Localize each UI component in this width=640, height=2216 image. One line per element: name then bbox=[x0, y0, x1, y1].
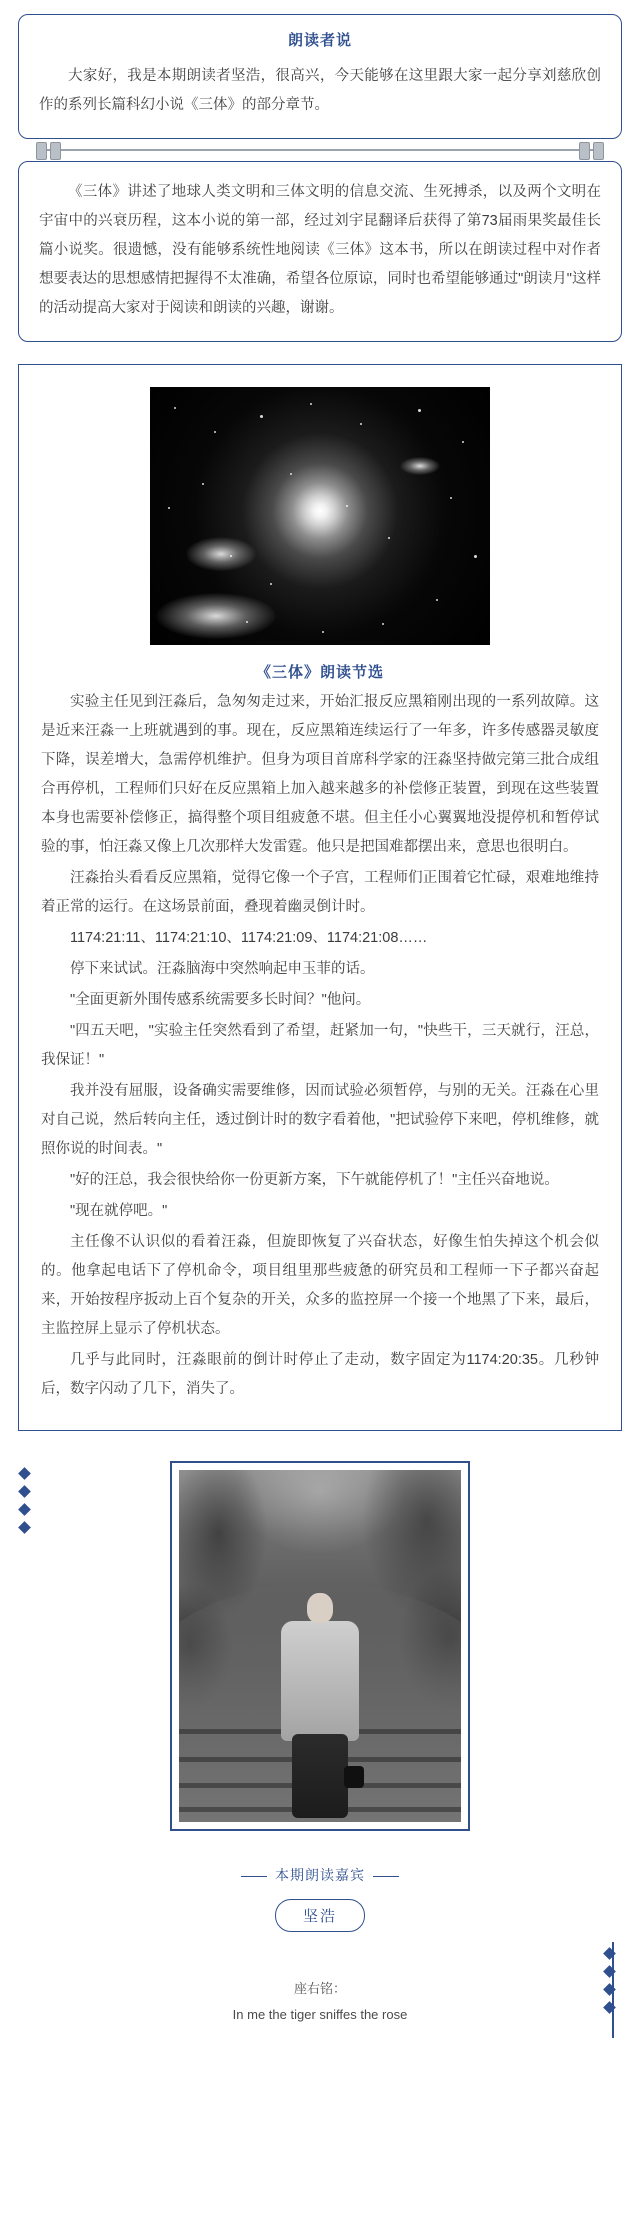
connector-knob-left-inner bbox=[50, 142, 61, 160]
excerpt-paragraph: "四五天吧，"实验主任突然看到了希望，赶紧加一句，"快些干，三天就行，汪总，我保证！" bbox=[41, 1023, 599, 1068]
photo-person-head bbox=[307, 1593, 333, 1623]
star bbox=[436, 599, 438, 601]
dash-right bbox=[373, 1876, 399, 1877]
excerpt-paragraph: 我并没有屈服，设备确实需要维修，因而试验必须暂停，与别的无关。汪淼在心里对自己说，然后转向主任，透过倒计时的数字看着他，"把试验停下来吧，停机维修，就照你说的时间表。" bbox=[41, 1083, 599, 1157]
star bbox=[290, 473, 292, 475]
star bbox=[174, 407, 176, 409]
connector-line bbox=[44, 149, 596, 151]
galaxy-sub-3 bbox=[400, 457, 440, 475]
guest-label-row bbox=[0, 1865, 640, 1885]
galaxy-sub-1 bbox=[156, 593, 276, 639]
guest-section bbox=[0, 1461, 640, 2038]
star bbox=[322, 631, 324, 633]
card-connector bbox=[18, 139, 622, 161]
photo-person-bag bbox=[344, 1766, 364, 1788]
star bbox=[382, 623, 384, 625]
motto-block bbox=[0, 1976, 640, 2028]
reader-intro-card bbox=[18, 14, 622, 139]
galaxy-image bbox=[150, 387, 490, 645]
diamond-icon bbox=[18, 1467, 31, 1480]
star bbox=[246, 621, 248, 623]
star bbox=[346, 505, 348, 507]
excerpt-section bbox=[18, 364, 622, 1431]
connector-knob-left-outer bbox=[36, 142, 47, 160]
star bbox=[310, 403, 312, 405]
document-page bbox=[0, 14, 640, 2216]
excerpt-paragraph: 1174:21:11、1174:21:10、1174:21:09、1174:21:08…… bbox=[70, 930, 428, 946]
excerpt-paragraph: 停下来试试。汪淼脑海中突然响起申玉菲的话。 bbox=[70, 961, 375, 977]
photo-person-body bbox=[281, 1621, 359, 1741]
guest-photo bbox=[179, 1470, 461, 1822]
star bbox=[202, 483, 204, 485]
star bbox=[260, 415, 263, 418]
star bbox=[474, 555, 477, 558]
reader-intro-section bbox=[18, 14, 622, 139]
star bbox=[214, 431, 216, 433]
excerpt-paragraph: "全面更新外围传感系统需要多长时间？"他问。 bbox=[70, 992, 371, 1008]
photo-person-legs bbox=[292, 1734, 348, 1818]
diamond-icon bbox=[18, 1503, 31, 1516]
excerpt-body bbox=[41, 688, 599, 1404]
star bbox=[168, 507, 170, 509]
star bbox=[450, 497, 452, 499]
galaxy-sub-2 bbox=[186, 537, 256, 571]
star bbox=[418, 409, 421, 412]
excerpt-paragraph: 主任像不认识似的看着汪淼，但旋即恢复了兴奋状态，好像生怕失掉这个机会似的。他拿起电话下了停机命令，项目组里那些疲惫的研究员和工程师一下子都兴奋起来，开始按程序扳动上百个复杂的开关，众多的监控屏一个接一个地黑了下来，最后，主监控屏上显示了停机状态。 bbox=[41, 1234, 599, 1337]
excerpt-paragraph: 汪淼抬头看看反应黑箱，觉得它像一个子宫，工程师们正围着它忙碌，艰难地维持着正常的运行。在这场景前面，叠现着幽灵倒计时。 bbox=[41, 870, 599, 915]
guest-name-badge: 坚浩 bbox=[275, 1899, 365, 1932]
star bbox=[360, 423, 362, 425]
decor-right-rule bbox=[612, 1942, 614, 2038]
diamond-icon bbox=[18, 1485, 31, 1498]
star bbox=[270, 583, 272, 585]
excerpt-paragraph: 实验主任见到汪淼后，急匆匆走过来，开始汇报反应黑箱刚出现的一系列故障。这是近来汪淼一上班就遇到的事。现在，反应黑箱连续运行了一年多，许多传感器灵敏度下降，误差增大，急需停机维护。但身为项目首席科学家的汪淼坚持做完第三批合成组合再停机，工程师们只好在反应黑箱上加入越来越多的补偿修正装置，到现在这些装置本身也需要补偿修正，搞得整个项目组疲惫不堪。但主任小心翼翼地没提停机和暂停试验的事，怕汪淼又像上几次那样大发雷霆。他只是把国难都摆出来，意思也很明白。 bbox=[41, 694, 599, 855]
book-summary-text: 《三体》讲述了地球人类文明和三体文明的信息交流、生死搏杀，以及两个文明在宇宙中的兴衰历程，这本小说的第一部，经过刘宇昆翻译后获得了第73届雨果奖最佳长篇小说奖。很遗憾，没有能够系统性地阅读《三体》这本书，所以在朗读过程中对作者想要表达的思想感情把握得不太准确，希望各位原谅，同时也希望能够通过"朗读月"这样的活动提高大家对于阅读和朗读的兴趣，谢谢。 bbox=[39, 184, 601, 316]
star bbox=[230, 555, 232, 557]
decor-diamonds-left bbox=[20, 1469, 29, 1532]
guest-photo-frame bbox=[170, 1461, 470, 1831]
motto-text: In me the tiger sniffes the rose bbox=[232, 2007, 408, 2022]
connector-knob-right-outer bbox=[593, 142, 604, 160]
guest-label: 本期朗读嘉宾 bbox=[275, 1867, 365, 1883]
motto-label: 座右铭： bbox=[293, 1981, 346, 1996]
reader-intro-paragraph-1: 大家好，我是本期朗读者坚浩，很高兴，今天能够在这里跟大家一起分享刘慈欣创作的系列长篇科幻小说《三体》的部分章节。 bbox=[39, 68, 601, 113]
dash-left bbox=[241, 1876, 267, 1877]
connector-knob-right-inner bbox=[579, 142, 590, 160]
diamond-icon bbox=[18, 1521, 31, 1534]
excerpt-title: 《三体》朗读节选 bbox=[255, 664, 384, 681]
excerpt-paragraph: "现在就停吧。" bbox=[70, 1203, 168, 1219]
star bbox=[388, 537, 390, 539]
reader-intro-title: 朗读者说 bbox=[287, 32, 352, 49]
excerpt-paragraph: 几乎与此同时，汪淼眼前的倒计时停止了走动，数字固定为1174:20:35。几秒钟后，数字闪动了几下，消失了。 bbox=[41, 1352, 599, 1397]
star bbox=[462, 441, 464, 443]
book-summary-card bbox=[18, 161, 622, 342]
excerpt-paragraph: "好的汪总，我会很快给你一份更新方案，下午就能停机了！"主任兴奋地说。 bbox=[70, 1172, 559, 1188]
